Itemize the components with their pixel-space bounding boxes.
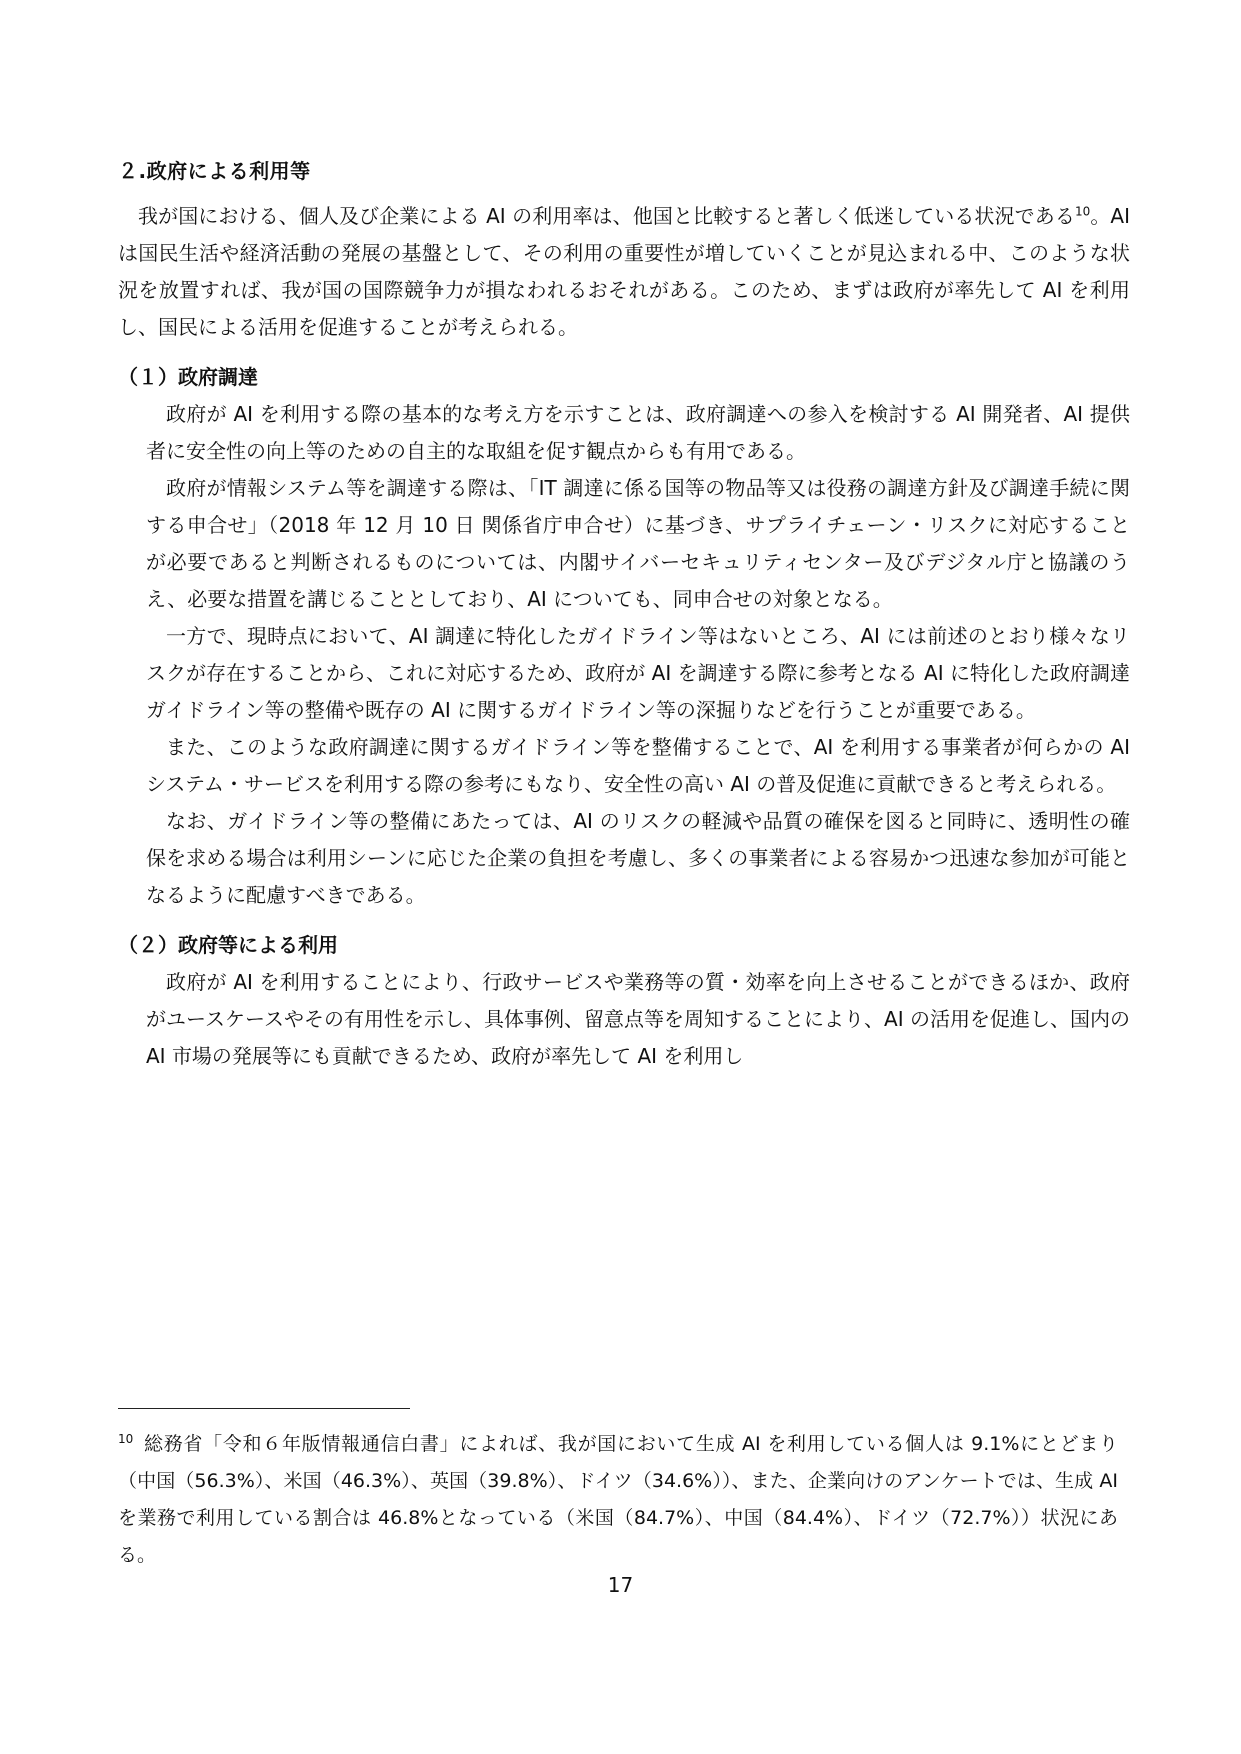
main-content <box>118 158 1130 1075</box>
subsection-procurement <box>118 362 1130 914</box>
intro-paragraph <box>118 198 1130 346</box>
footnote <box>118 1426 1118 1574</box>
footnote-ref[interactable]: 10 <box>1074 204 1091 219</box>
intro-text-end: 。AI は国民生活や経済活動の発展の基盤として、その利用の重要性が増していくことが見込まれる中、このような状況を放置すれば、我が国の国際競争力が損なわれるおそれがある。このため、まずは政府が率先して AI を利用し、国民による活用を促進することが考えられる。 <box>118 204 1130 339</box>
subsection-title-procurement: （１）政府調達 <box>118 365 258 389</box>
page-number: 17 <box>607 1573 634 1597</box>
footnote-number: 10 <box>118 1431 134 1446</box>
procurement-paragraph: 政府が AI を利用する際の基本的な考え方を示すことは、政府調達への参入を検討する AI 開発者、AI 提供者に安全性の向上等のための自主的な取組を促す観点からも有用である。 <box>146 402 1130 463</box>
government-use-paragraph: 政府が AI を利用することにより、行政サービスや業務等の質・効率を向上させることができるほか、政府がユースケースやその有用性を示し、具体事例、留意点等を周知することにより、AI の活用を促進し、国内の AI 市場の発展等にも貢献できるため、政府が率先して AI を利用し <box>146 970 1130 1068</box>
subsection-title-government-use: （２）政府等による利用 <box>118 933 338 957</box>
section-title: ２.政府による利用等 <box>118 159 311 183</box>
subsection-government-use <box>118 930 1130 1075</box>
procurement-paragraph: また、このような政府調達に関するガイドライン等を整備することで、AI を利用する事業者が何らかの AI システム・サービスを利用する際の参考にもなり、安全性の高い AI の普及促進に貢献できると考えられる。 <box>146 735 1130 796</box>
procurement-paragraph: 一方で、現時点において、AI 調達に特化したガイドライン等はないところ、AI には前述のとおり様々なリスクが存在することから、これに対応するため、政府が AI を調達する際に参考となる AI に特化した政府調達ガイドライン等の整備や既存の AI に関するガイドライン等の深掘りなどを行うことが重要である。 <box>146 624 1130 722</box>
footnote-text: 総務省「令和６年版情報通信白書」によれば、我が国において生成 AI を利用している個人は 9.1%にとどまり（中国（56.3%）、米国（46.3%）、英国（39.8%）、ドイツ（34.6%））、また、企業向けのアンケートでは、生成 AI を業務で利用している割合は 46.8%となっている（米国（84.7%）、中国（84.4%）、ドイツ（72.7%））状況にある。 <box>118 1433 1118 1566</box>
procurement-paragraph: なお、ガイドライン等の整備にあたっては、AI のリスクの軽減や品質の確保を図ると同時に、透明性の確保を求める場合は利用シーンに応じた企業の負担を考慮し、多くの事業者による容易かつ迅速な参加が可能となるように配慮すべきである。 <box>146 809 1130 907</box>
footnote-divider <box>118 1408 410 1409</box>
procurement-paragraph: 政府が情報システム等を調達する際は、「IT 調達に係る国等の物品等又は役務の調達方針及び調達手続に関する申合せ」（2018 年 12 月 10 日 関係省庁申合せ）に基づき、サプライチェーン・リスクに対応することが必要であると判断されるものについては、内閣サイバーセキュリティセンター及びデジタル庁と協議のうえ、必要な措置を講じることとしており、AI についても、同申合せの対象となる。 <box>146 476 1130 611</box>
intro-text-start: 我が国における、個人及び企業による AI の利用率は、他国と比較すると著しく低迷している状況である <box>138 204 1075 228</box>
